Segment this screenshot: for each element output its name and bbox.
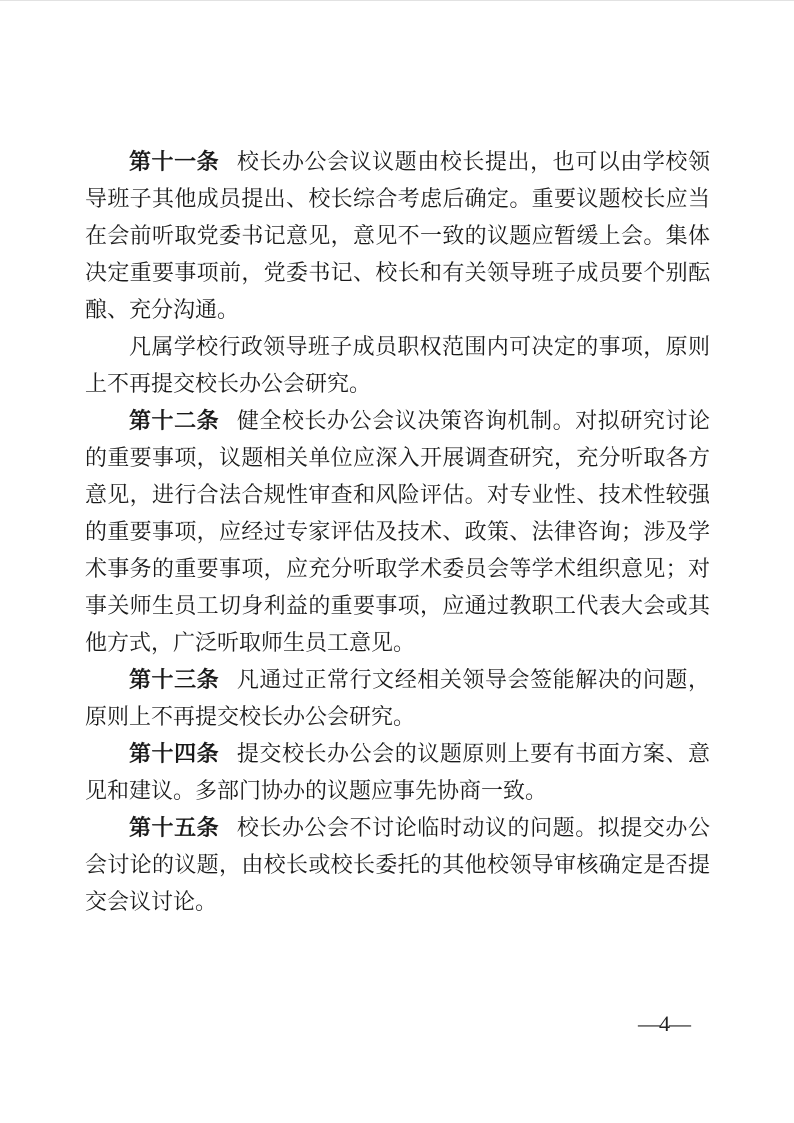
paragraph-article-12	[85, 402, 710, 661]
article-15-text: 校长办公会不讨论临时动议的问题。拟提交办公会讨论的议题，由校长或校长委托的其他校领导审核确定是否提交会议讨论。	[85, 815, 710, 914]
article-11-text: 校长办公会议议题由校长提出，也可以由学校领导班子其他成员提出、校长综合考虑后确定。重要议题校长应当在会前听取党委书记意见，意见不一致的议题应暂缓上会。集体决定重要事项前，党委书记、校长和有关领导班子成员要个别酝酿、充分沟通。	[85, 149, 710, 322]
article-13-heading: 第十三条	[129, 667, 220, 692]
article-12-heading: 第十二条	[129, 408, 220, 433]
paragraph-article-13	[85, 661, 710, 735]
article-11-heading: 第十一条	[129, 149, 220, 174]
paragraph-article-15	[85, 809, 710, 920]
article-15-heading: 第十五条	[129, 815, 220, 840]
document-body	[85, 143, 710, 920]
paragraph-article-11-continuation	[85, 328, 710, 402]
article-14-heading: 第十四条	[129, 741, 220, 766]
article-14-text: 提交校长办公会的议题原则上要有书面方案、意见和建议。多部门协办的议题应事先协商一致。	[85, 741, 710, 803]
article-13-text: 凡通过正常行文经相关领导会签能解决的问题，原则上不再提交校长办公会研究。	[85, 667, 710, 729]
page-number: —4—	[638, 1011, 690, 1036]
paragraph-article-14	[85, 735, 710, 809]
article-12-text: 健全校长办公会议决策咨询机制。对拟研究讨论的重要事项，议题相关单位应深入开展调查研究，充分听取各方意见，进行合法合规性审查和风险评估。对专业性、技术性较强的重要事项，应经过专家评估及技术、政策、法律咨询；涉及学术事务的重要事项，应充分听取学术委员会等学术组织意见；对事关师生员工切身利益的重要事项，应通过教职工代表大会或其他方式，广泛听取师生员工意见。	[85, 408, 710, 655]
paragraph-article-11	[85, 143, 710, 328]
article-11-continuation-text: 凡属学校行政领导班子成员职权范围内可决定的事项，原则上不再提交校长办公会研究。	[85, 334, 710, 396]
